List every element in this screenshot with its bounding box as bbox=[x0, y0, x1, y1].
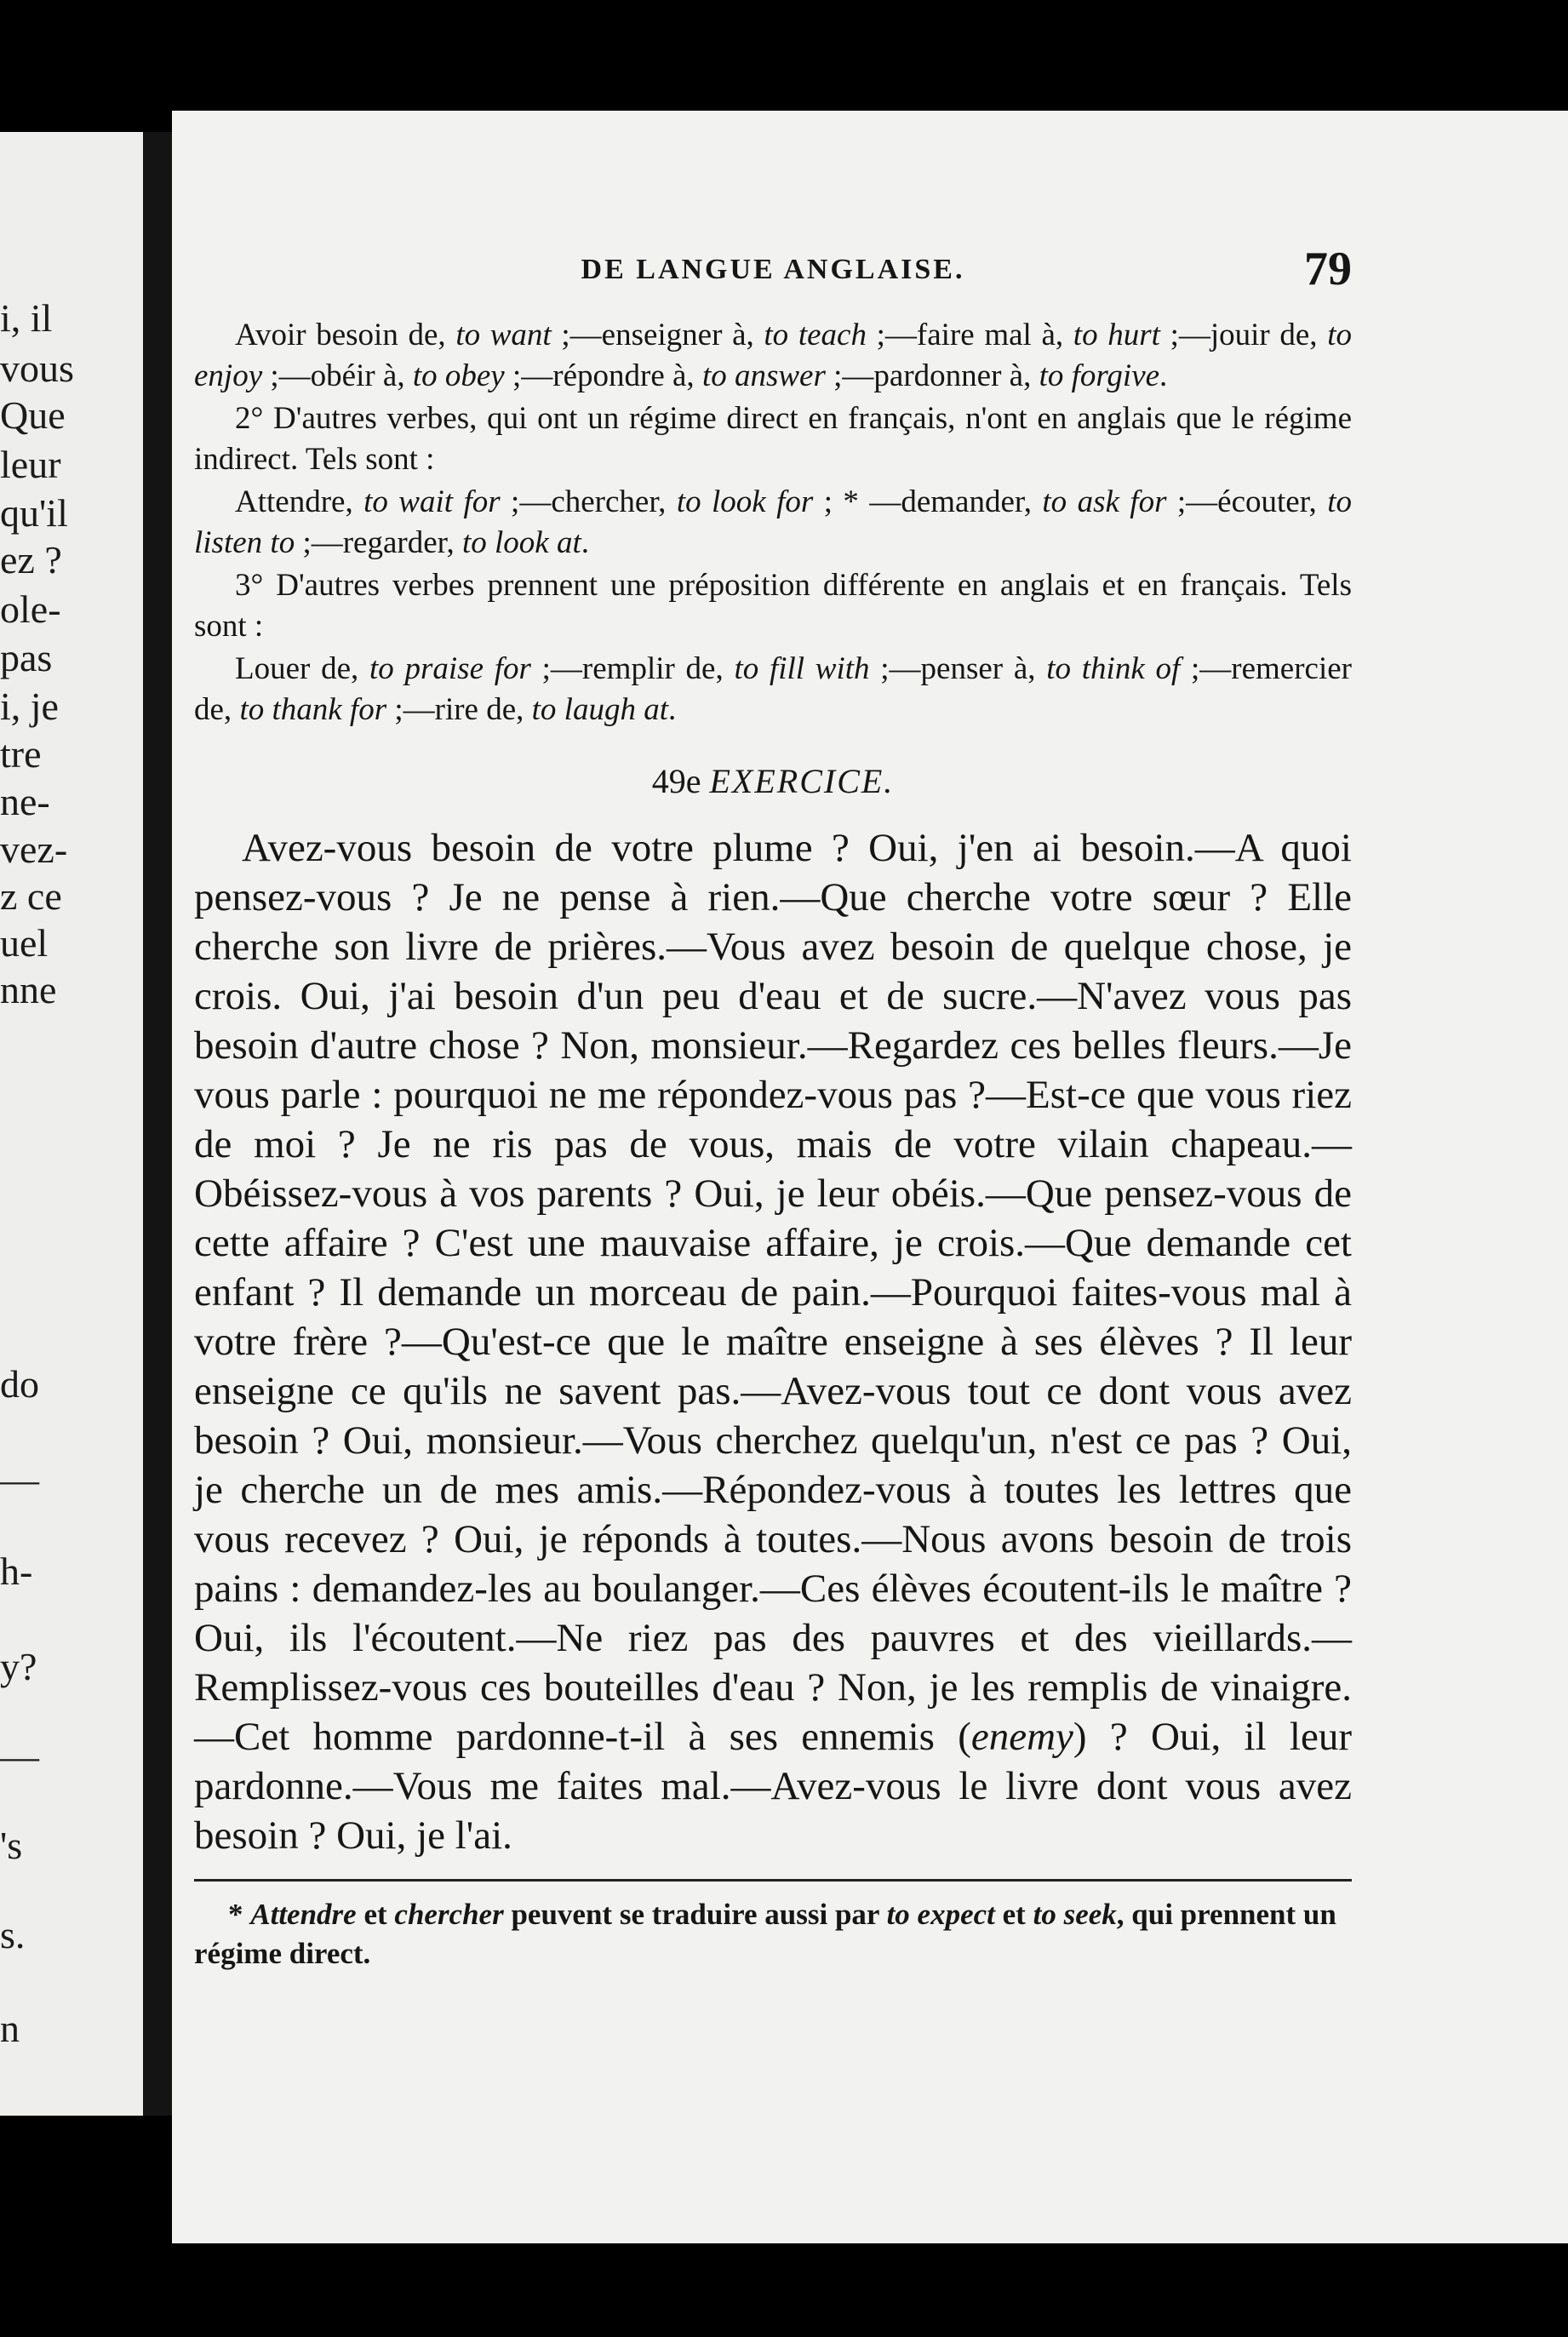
footnote: * Attendre et chercher peuvent se traduire aussi par to expect et to seek, qui prennent un régime direct. bbox=[194, 1898, 1336, 1970]
left-fragment: — bbox=[0, 1734, 39, 1778]
left-fragment: y? bbox=[0, 1645, 37, 1688]
grammar-paragraph-5: Louer de, to praise for ;—remplir de, to fill with ;—penser à, to think of ;—remercier de, to thank for ;—rire de, to laugh at. bbox=[194, 651, 1352, 727]
left-page-fragment bbox=[0, 132, 143, 2116]
left-fragment: — bbox=[0, 1458, 39, 1501]
left-fragment: nne bbox=[0, 968, 57, 1011]
left-fragment: pas bbox=[0, 636, 53, 679]
left-fragment: qu'il bbox=[0, 491, 68, 535]
left-fragment: ne- bbox=[0, 780, 50, 823]
grammar-paragraph-3: Attendre, to wait for ;—chercher, to look for ; * —demander, to ask for ;—écouter, to listen to ;—regarder, to look at. bbox=[194, 484, 1352, 560]
exercise-title bbox=[194, 761, 1352, 801]
running-head bbox=[194, 243, 1352, 315]
book-page bbox=[172, 111, 1568, 2243]
running-head-title: DE LANGUE ANGLAISE. bbox=[581, 254, 965, 285]
left-fragment: tre bbox=[0, 732, 42, 776]
left-fragment: vous bbox=[0, 347, 74, 390]
book-spine bbox=[143, 132, 172, 2116]
left-fragment: vez- bbox=[0, 828, 68, 871]
left-fragment: uel bbox=[0, 921, 49, 965]
left-fragment: i, il bbox=[0, 296, 53, 340]
left-fragment: Que bbox=[0, 393, 66, 437]
footnote-rule bbox=[194, 1879, 1352, 1882]
page-number: 79 bbox=[1304, 243, 1352, 295]
exercise-text: Avez-vous besoin de votre plume ? Oui, j'en ai besoin.—A quoi pensez-vous ? Je ne pense à rien.—Que cherche votre sœur ? Elle cherche son livre de prières.—Vous avez besoin de quelque chose, je crois. Oui, j'ai besoin d'un peu d'eau et de sucre.—N'avez vous pas besoin d'autre chose ? Non, monsieur.—Regardez ces belles fleurs.—Je vous parle : pourquoi ne me répondez-vous pas ?—Est-ce que vous riez de moi ? Je ne ris pas de vous, mais de votre vilain chapeau.—Obéissez-vous à vos parents ? Oui, je leur obéis.—Que pensez-vous de cette affaire ? C'est une mauvaise affaire, je crois.—Que demande cet enfant ? Il demande un morceau de pain.—Pourquoi faites-vous mal à votre frère ?—Qu'est-ce que le maître enseigne à ses élèves ? Il leur enseigne ce qu'ils ne savent pas.—Avez-vous tout ce dont vous avez besoin ? Oui, monsieur.—Vous cherchez quelqu'un, n'est ce pas ? Oui, je cherche un de mes amis.—Répondez-vous à toutes les lettres que vous recevez ? Oui, je réponds à toutes.—Nous avons besoin de trois pains : demandez-les au boulanger.—Ces élèves écoutent-ils le maître ? Oui, ils l'écoutent.—Ne riez pas des pauvres et des vieillards.—Remplissez-vous ces bouteilles d'eau ? Non, je les remplis de vinaigre.—Cet homme pardonne-t-il à ses ennemis (enemy) ? Oui, il leur pardonne.—Vous me faites mal.—Avez-vous le livre dont vous avez besoin ? Oui, je l'ai. bbox=[194, 826, 1352, 1858]
grammar-paragraph-2: 2° D'autres verbes, qui ont un régime direct en français, n'ont en anglais que le régime indirect. Tels sont : bbox=[194, 401, 1352, 477]
exercise-number: 49e bbox=[651, 762, 710, 800]
left-fragment: ez ? bbox=[0, 538, 62, 581]
left-fragment: h- bbox=[0, 1549, 33, 1593]
left-fragment: n bbox=[0, 2007, 20, 2050]
page-content bbox=[194, 243, 1352, 1973]
left-fragment: do bbox=[0, 1362, 39, 1406]
left-fragment: ole- bbox=[0, 587, 61, 631]
grammar-paragraph-1: Avoir besoin de, to want ;—enseigner à, to teach ;—faire mal à, to hurt ;—jouir de, to enjoy ;—obéir à, to obey ;—répondre à, to answer ;—pardonner à, to forgive. bbox=[194, 318, 1352, 393]
left-fragment: i, je bbox=[0, 684, 59, 728]
left-fragment: 's bbox=[0, 1824, 23, 1867]
left-fragment: leur bbox=[0, 443, 61, 486]
exercise-heading: EXERCICE. bbox=[709, 762, 895, 800]
left-fragment: s. bbox=[0, 1913, 26, 1956]
left-fragment: z ce bbox=[0, 874, 62, 918]
grammar-paragraph-4: 3° D'autres verbes prennent une préposition différente en anglais et en français. Tels sont : bbox=[194, 568, 1352, 644]
